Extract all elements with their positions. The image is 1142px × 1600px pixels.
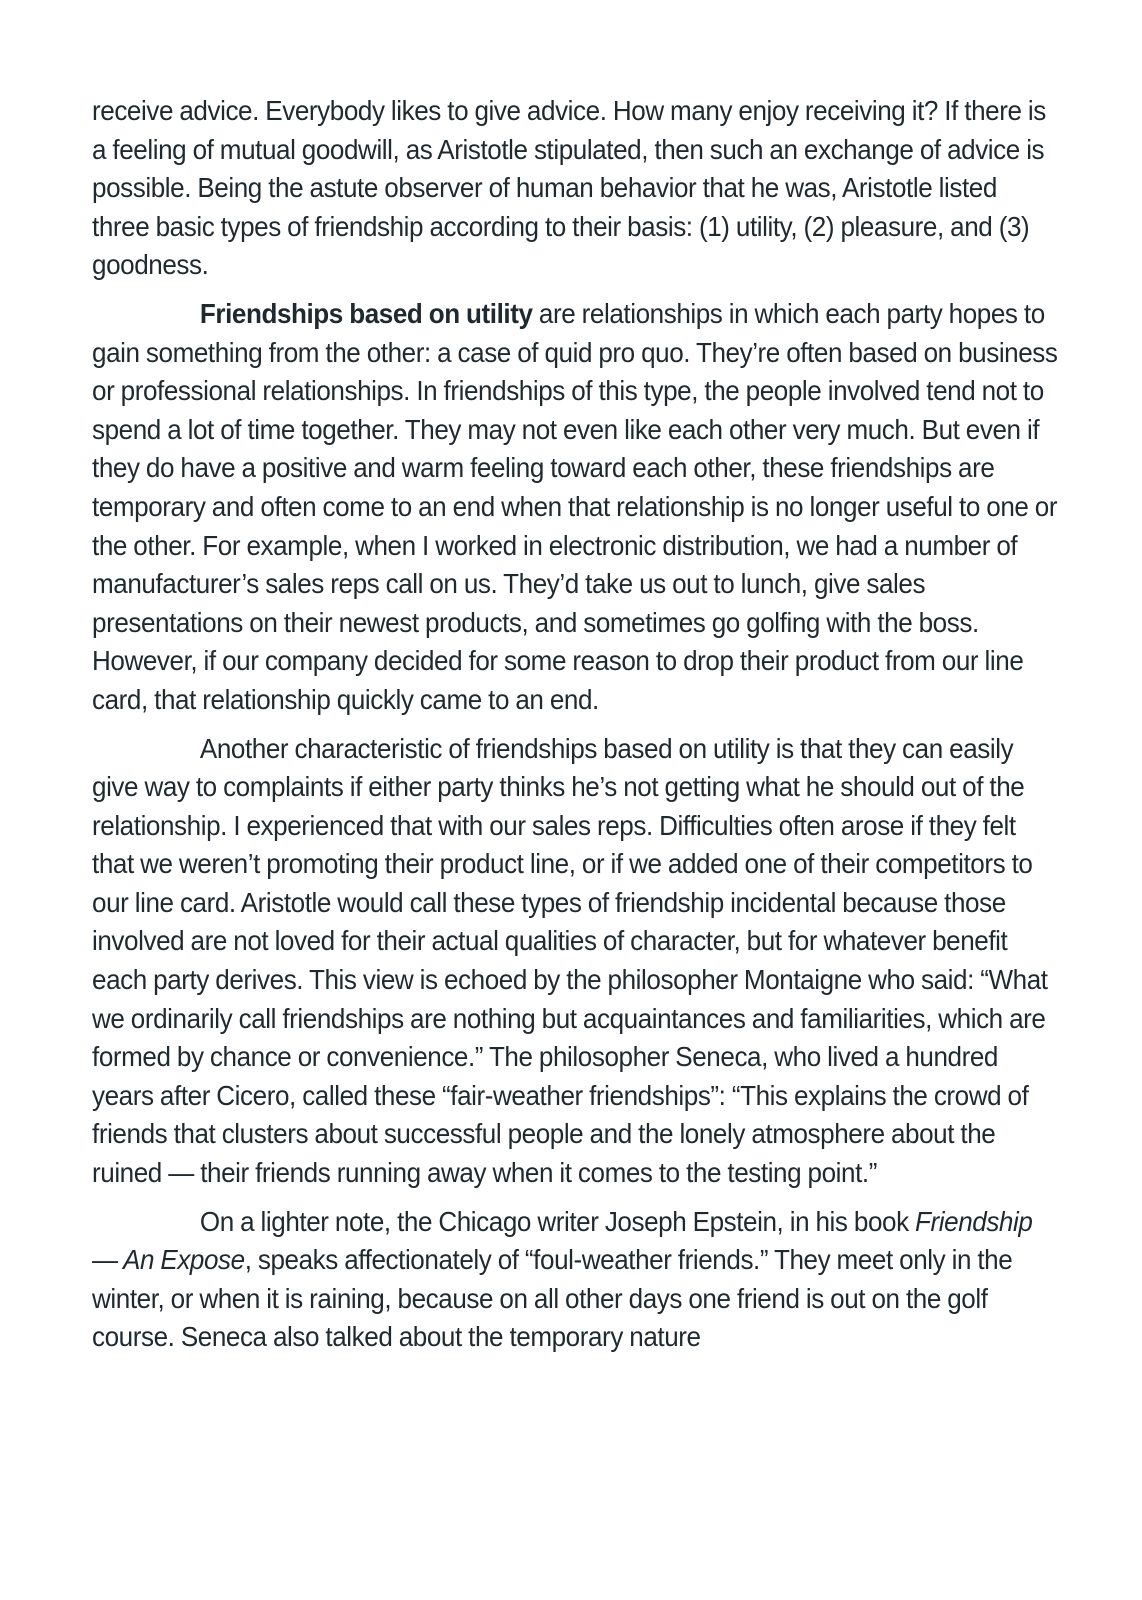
book-title: Friendship — An Expose [92, 1205, 1033, 1276]
bold-term: Friendships based on utility [199, 297, 533, 329]
book-page [92, 92, 1059, 1367]
paragraph-lighter-note [92, 1203, 1059, 1357]
paragraph-text: receive advice. Everybody likes to give advice. How many enjoy receiving it? If there is a feeling of mutual goodwill, as Aristotle stipulated, then such an exchange of advice is possible. Being the astute observer of human behavior that he was, Aristotle listed three basic types of friendship according to their basis: (1) utility, (2) pleasure, and (3) goodness. [92, 95, 1046, 281]
paragraph-text-before: On a lighter note, the Chicago writer Joseph Epstein, in his book [199, 1205, 916, 1237]
paragraph-advice [92, 92, 1059, 285]
paragraph-text-after: , speaks affectionately of “foul-weather friends.” They meet only in the winter, or when it is raining, because on all other days one friend is out on the golf course. Seneca also talked about the temporary nature [92, 1244, 1013, 1353]
paragraph-text: are relationships in which each party hopes to gain something from the other: a case of quid pro quo. They’re often based on business or professional relationships. In friendships of this type, the people involved tend not to spend a lot of time together. They may not even like each other very much. But even if they do have a positive and warm feeling toward each other, these friendships are temporary and often come to an end when that relationship is no longer useful to one or the other. For example, when I worked in electronic distribution, we had a number of manufacturer’s sales reps call on us. They’d take us out to lunch, give sales presentations on their newest products, and sometimes go golfing with the boss. However, if our company decided for some reason to drop their product from our line card, that relationship quickly came to an end. [92, 297, 1058, 715]
paragraph-characteristic [92, 730, 1059, 1193]
paragraph-text: Another characteristic of friendships based on utility is that they can easily give way to complaints if either party thinks he’s not getting what he should out of the relationship. I experienced that with our sales reps. Difficulties often arose if they felt that we weren’t promoting their product line, or if we added one of their competitors to our line card. Aristotle would call these types of friendship incidental because those involved are not loved for their actual qualities of character, but for whatever benefit each party derives. This view is echoed by the philosopher Montaigne who said: “What we ordinarily call friendships are nothing but acquaintances and familiarities, which are formed by chance or convenience.” The philosopher Seneca, who lived a hundred years after Cicero, called these “fair-weather friendships”: “This explains the crowd of friends that clusters about successful people and the lonely atmosphere about the ruined — their friends running away when it comes to the testing point.” [92, 732, 1048, 1189]
paragraph-utility [92, 295, 1059, 720]
